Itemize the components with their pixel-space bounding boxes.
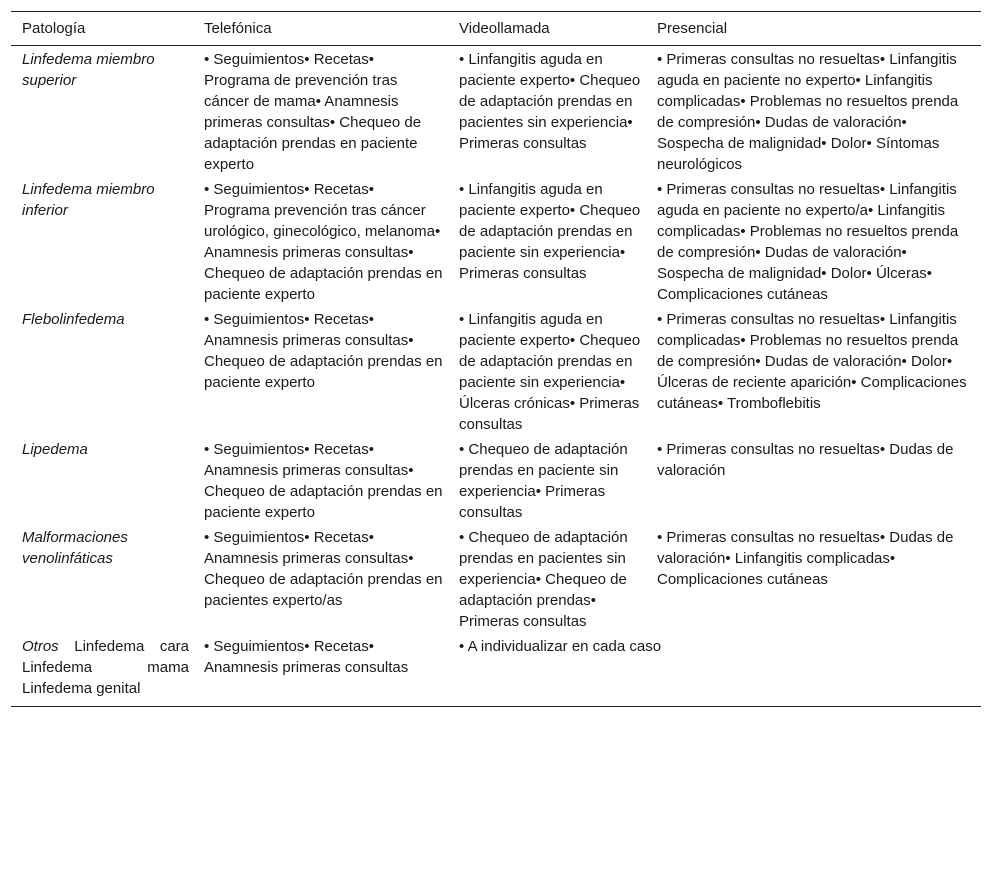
cell-presencial: • Primeras consultas no resueltas• Dudas de valoración• Linfangitis complicadas• Complicaciones cutáneas [657,529,954,588]
cell-patologia: Linfedema miembro superior [22,51,155,89]
cell-presencial: • Primeras consultas no resueltas• Linfangitis aguda en paciente no experto• Linfangitis complicadas• Problemas no resueltos prenda de compresión• Dudas de valoración• Sospecha de malignidad• Dolor• Síntomas neurológicos [657,51,959,173]
table-row [11,177,981,307]
cell-videollamada: • Linfangitis aguda en paciente experto• Chequeo de adaptación prendas en pacientes sin experiencia• Primeras consultas [459,51,641,152]
cell-presencial: • Primeras consultas no resueltas• Linfangitis complicadas• Problemas no resueltos prenda de compresión• Dudas de valoración• Dolor• Úlceras de reciente aparición• Complicaciones cutáneas• Tromboflebitis [657,311,967,412]
otros-label: Otros [22,638,59,655]
cell-telefonica: • Seguimientos• Recetas• Programa de prevención tras cáncer de mama• Anamnesis primeras consultas• Chequeo de adaptación prendas en paciente experto [204,51,422,173]
table-row [11,307,981,437]
header-row [11,12,981,46]
cell-telefonica: • Seguimientos• Recetas• Anamnesis primeras consultas• Chequeo de adaptación prendas en paciente experto [204,441,443,521]
cell-patologia: Flebolinfedema [22,311,125,328]
header-patologia: Patología [22,20,86,37]
cell-telefonica: • Seguimientos• Recetas• Anamnesis primeras consultas• Chequeo de adaptación prendas en paciente experto [204,311,443,391]
cell-videollamada-presencial: • A individualizar en cada caso [459,638,662,655]
cell-videollamada: • Chequeo de adaptación prendas en paciente sin experiencia• Primeras consultas [459,441,628,521]
cell-videollamada: • Linfangitis aguda en paciente experto• Chequeo de adaptación prendas en paciente sin experiencia• Úlceras crónicas• Primeras consultas [459,311,641,433]
cell-telefonica: • Seguimientos• Recetas• Anamnesis primeras consultas• Chequeo de adaptación prendas en pacientes experto/as [204,529,443,609]
cell-presencial: • Primeras consultas no resueltas• Dudas de valoración [657,441,954,479]
header-presencial: Presencial [657,20,728,37]
cell-telefonica: • Seguimientos• Recetas• Anamnesis primeras consultas [204,638,409,676]
cell-videollamada: • Chequeo de adaptación prendas en pacientes sin experiencia• Chequeo de adaptación prendas• Primeras consultas [459,529,628,630]
cell-patologia: Malformaciones venolinfáticas [22,529,128,567]
header-videollamada: Videollamada [459,20,550,37]
otros-detail: Linfedema cara Linfedema mama Linfedema genital [22,638,189,697]
table-row [11,525,981,634]
table-row [11,437,981,525]
cell-videollamada: • Linfangitis aguda en paciente experto• Chequeo de adaptación prendas en paciente sin experiencia• Primeras consultas [459,181,641,282]
table-row-otros [11,634,981,707]
cell-patologia: Linfedema miembro inferior [22,181,155,219]
cell-patologia-otros [11,634,193,707]
table-row [11,46,981,178]
telemedicine-table [11,11,981,707]
cell-patologia: Lipedema [22,441,88,458]
cell-presencial: • Primeras consultas no resueltas• Linfangitis aguda en paciente no experto/a• Linfangitis complicadas• Problemas no resueltos prenda de compresión• Dudas de valoración• Sospecha de malignidad• Dolor• Úlceras• Complicaciones cutáneas [657,181,959,303]
cell-telefonica: • Seguimientos• Recetas• Programa prevención tras cáncer urológico, ginecológico, melanoma• Anamnesis primeras consultas• Chequeo de adaptación prendas en paciente experto [204,181,443,303]
header-telefonica: Telefónica [204,20,272,37]
